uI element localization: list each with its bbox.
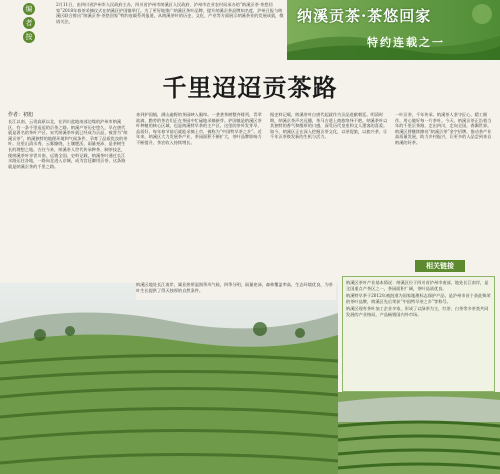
article-column-3: 据史料记载，纳溪茶叶自唐代起就作为贡品进献朝廷。明清时期，纳溪贡茶声名远播，茶马古道上商旅络绎不绝。纳溪茶叶以其独特的香气和醇厚的口感，深受历代皇室和文人墨客的喜爱。如今，纳溪区正在深入挖掘贡茶文化，以茶促旅，以旅兴茶，让千年贡茶焕发新的生机与活力。 — [270, 112, 388, 140]
editor-badge-3: 按 — [23, 31, 35, 43]
article-column-1: 长江以南、云贵高原以北，在四川盆地南部边缘的泸州市纳溪区，有一条千里迢迢的贡茶之路。纳溪产茶历史悠久，早在唐代就是著名的茶叶产区。宋代纳溪茶叶就已经成为贡品，被誉为“纳溪贡茶”。纳溪独特的地理环境和气候条件，孕育了品质优良的茶叶。这里山清水秀，云雾缭绕，土壤肥沃，雨量充沛，是茶树生长的理想之地。古往今来，纳溪茶人世代传承种茶、制茶技艺，使纳溪茶叶享誉川南，远销全国。史料记载，纳溪茶叶通过长江水路运往各地，一路向北进入京城，成为宫廷御用贡茶，这条路就是纳溪贡茶的千里之路。 — [8, 119, 128, 169]
article-column-2: 来到护国镇，满山遍野的茶园映入眼帘。一垄垄茶树整齐排列，青翠欲滴，勤劳的茶农们正在茶园中忙碌地采摘新芽。护国镇是纳溪区茶叶种植的核心区域，也是纳溪特早茶的主产区。这里的茶叶发芽早、品质好，每年春节前后就能采摘上市，被称为“中国特早茶之乡”。近年来，纳溪区大力发展茶产业，茶园面积不断扩大，茶叶品牌影响力不断提升，茶农收入持续增长。 — [136, 112, 262, 145]
related-links-heading: 相关链接 — [415, 260, 465, 272]
editor-badge-1: 编 — [23, 3, 35, 15]
editor-note-badges — [8, 2, 50, 45]
banner-subtitle: 特约连载之一 — [367, 36, 445, 49]
related-para-2: 纳溪特早茶于2012年被批准为国家地理标志保护产品，是泸州市首个获此殊荣的茶叶品牌，纳溪区先后荣获“中国特早茶之乡”等称号。 — [346, 293, 491, 304]
editor-intro-text: 2月11日，由四川省泸州市人民政府主办，四川省泸州市纳溪区人民政府、泸州市农业农村局承办的“纳溪贡茶·茶悠回家”2018年春茶采摘仪式在纳溪区护国镇举行。为了更好地推广纳溪区茶叶品牌，提升纳溪贡茶品牌知名度，泸州日报与纳溪区联合推出“纳溪贡茶·茶悠回家”特约连载系列报道，从纳溪茶叶的历史、文化、产业等方面展示纳溪茶业的发展成就，敬请关注。 — [56, 2, 284, 24]
tea-field-photo — [0, 283, 338, 474]
related-para-3: 纳溪区现有茶叶加工企业多家，形成了以绿茶为主，红茶、白茶等多茶类共同发展的产业格局，产品畅销国内外市场。 — [346, 306, 489, 317]
banner-title: 纳溪贡茶·茶悠回家 — [297, 7, 432, 25]
article-column-4: 一叶贡茶，千年传承。纳溪茶人坚守匠心，精工细作，用心做好每一片茶叶。今天，纳溪贡茶正沿着当年的千里贡茶路，走出四川，走向全国，香飘世界。纳溪区将继续擦亮“纳溪贡茶”金字招牌，推动茶产业高质量发展，助力乡村振兴，让更多的人品尝到来自纳溪的好茶。 — [395, 112, 492, 145]
article-lower-text: 纳溪区地处长江南岸，属亚热带湿润季风气候，四季分明，雨量充沛，森林覆盖率高，生态环境优良，为茶叶生长提供了得天独厚的自然条件。 — [136, 282, 336, 300]
series-banner — [287, 0, 500, 60]
article-headline: 千里迢迢贡茶路 — [162, 74, 338, 102]
tea-garden-photo — [338, 392, 500, 474]
article-author: 作者：初旭 — [8, 112, 34, 118]
editor-badge-2: 者 — [23, 17, 35, 29]
related-links-box — [342, 276, 495, 392]
related-para-1: 纳溪区茶叶产业基本情况：纳溪区位于四川省泸州市南部，地处长江南岸，是全国重点产茶区之一，茶园面积广阔，茶叶品质优良。 — [346, 280, 489, 291]
